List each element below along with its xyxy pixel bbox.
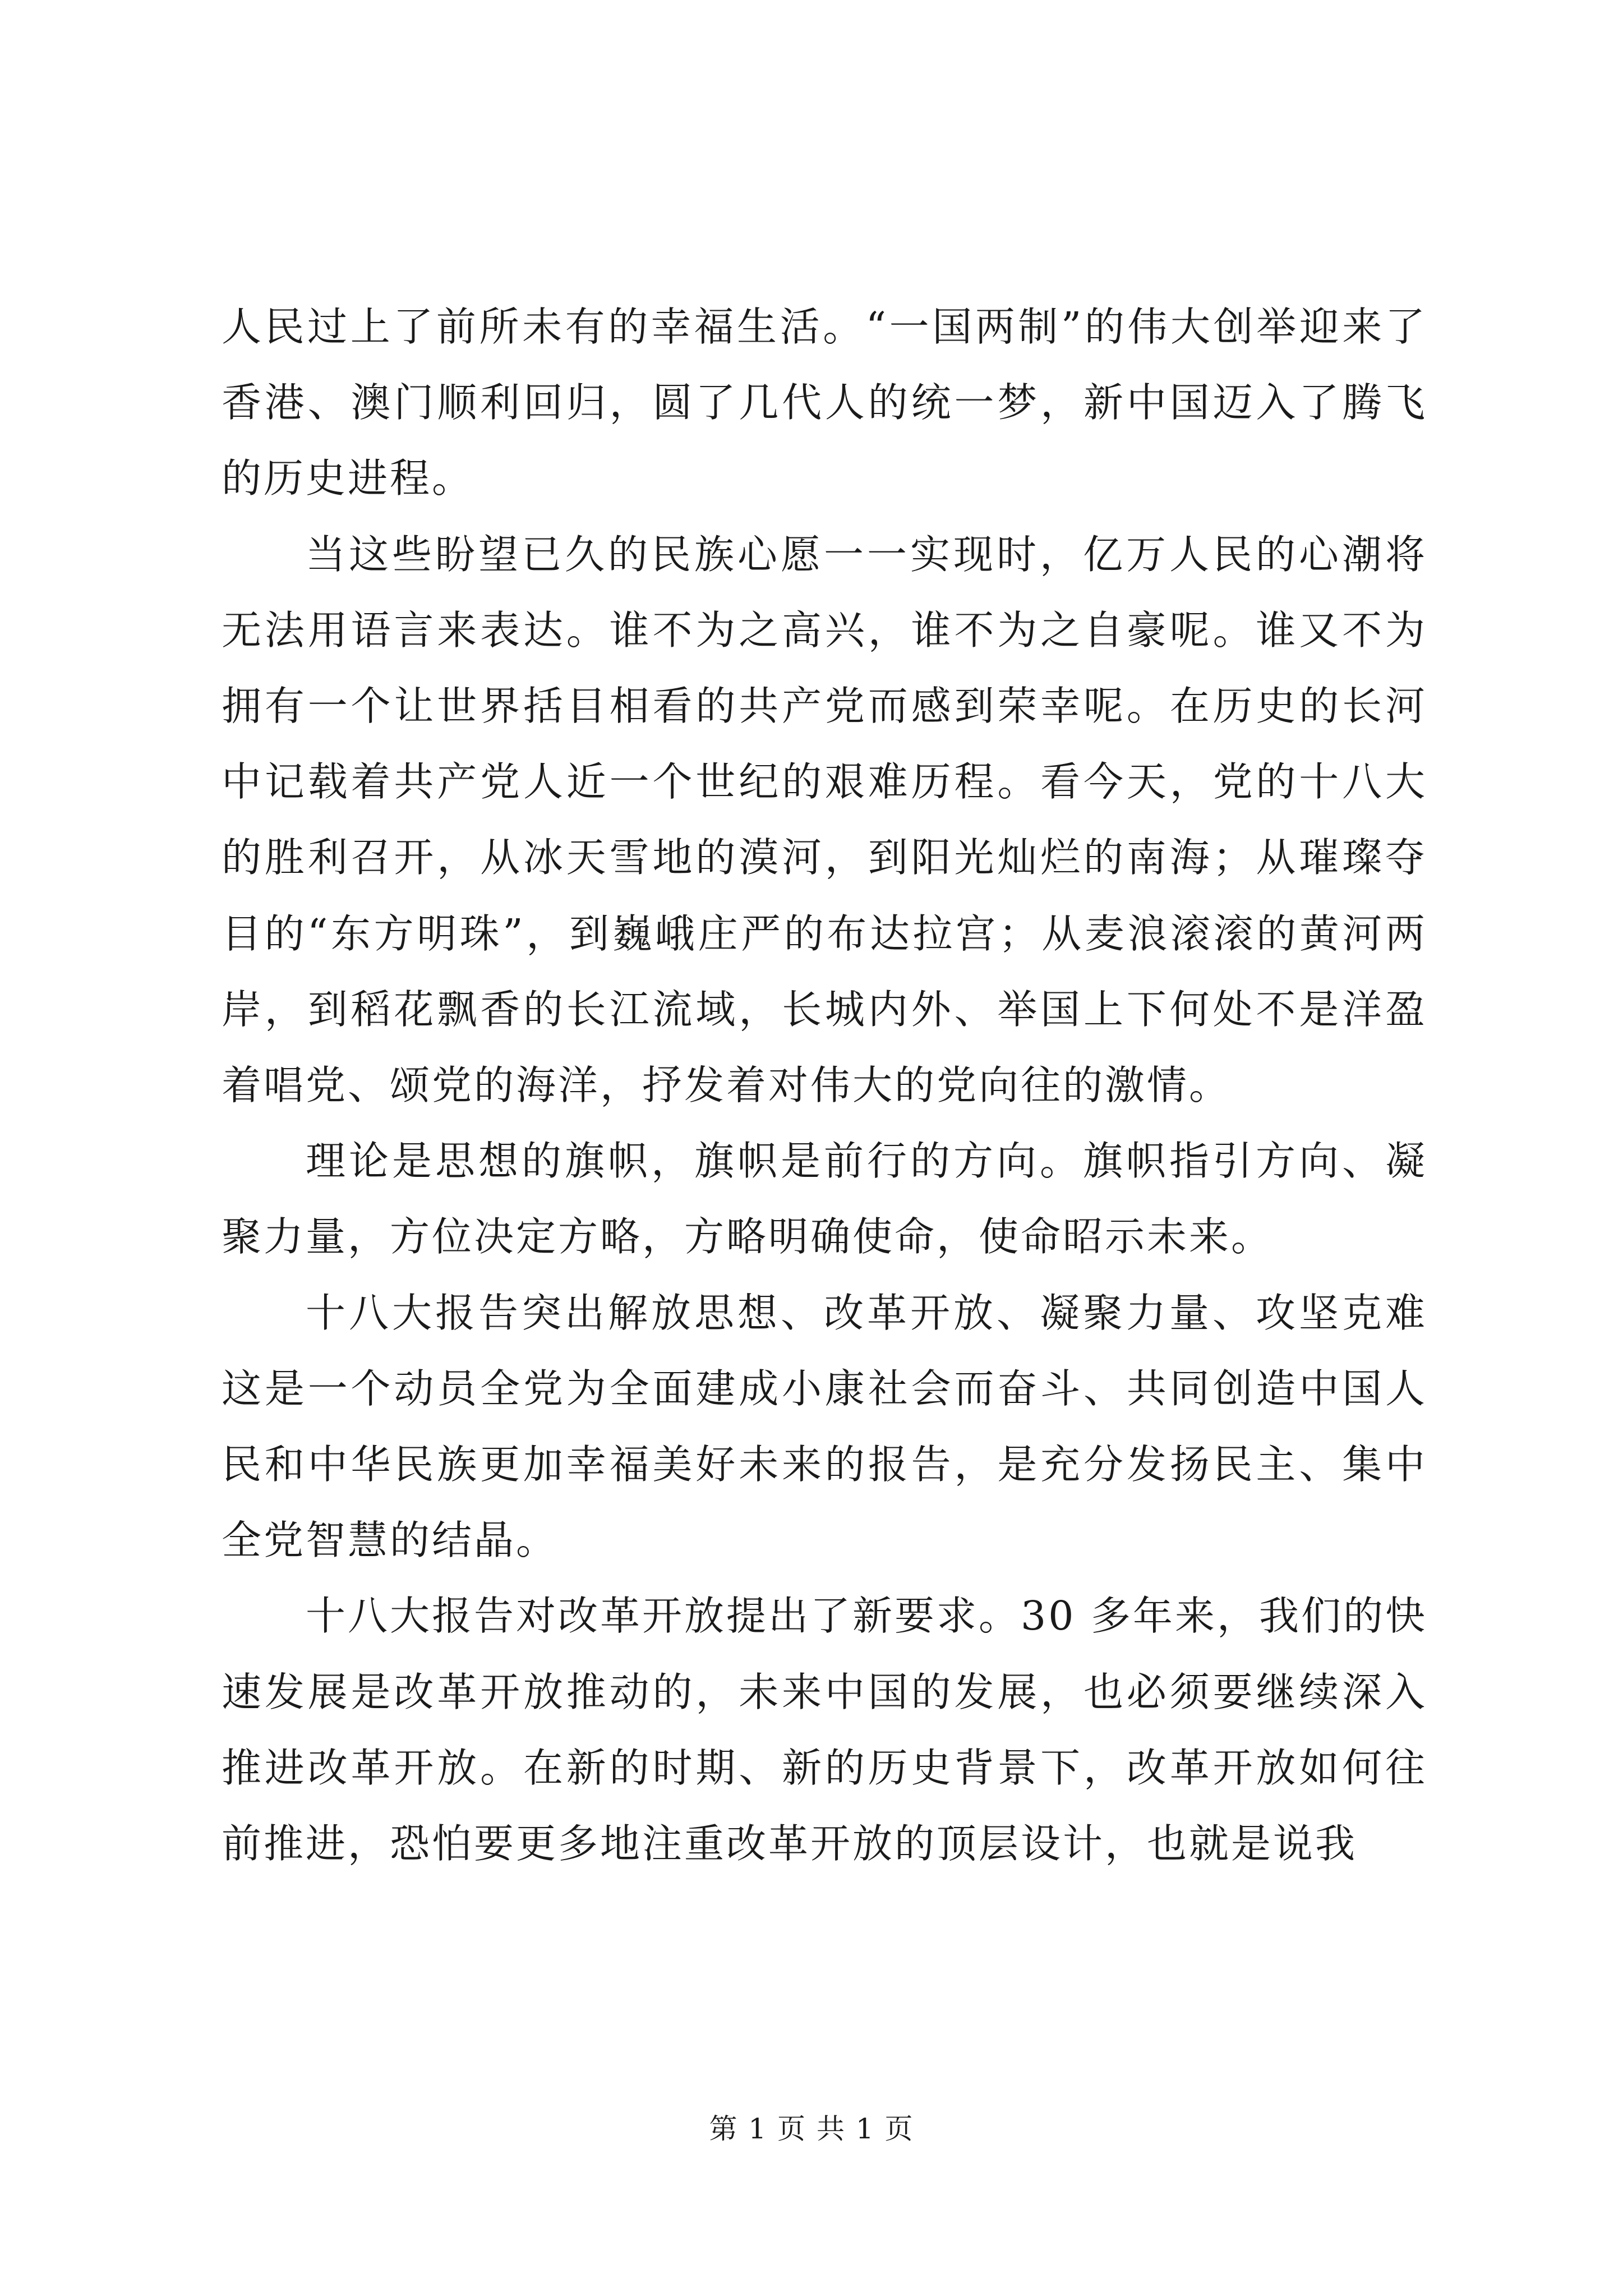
page-footer: 第 1 页 共 1 页	[709, 2113, 914, 2145]
document-body	[222, 289, 1427, 1881]
paragraph-5: 十八大报告对改革开放提出了新要求。30 多年来，我们的快速发展是改革开放推动的，未来中国的发展，也必须要继续深入推进改革开放。在新的时期、新的历史背景下，改革开放如何往前推进，恐怕要更多地注重改革开放的顶层设计，也就是说我	[222, 1593, 1427, 1867]
paragraph-3: 理论是思想的旗帜，旗帜是前行的方向。旗帜指引方向、凝聚力量，方位决定方略，方略明确使命，使命昭示未来。	[222, 1138, 1427, 1260]
paragraph-1: 人民过上了前所未有的幸福生活。“一国两制”的伟大创举迎来了香港、澳门顺利回归，圆了几代人的统一梦，新中国迈入了腾飞的历史进程。	[222, 303, 1427, 502]
paragraph-4: 十八大报告突出解放思想、改革开放、凝聚力量、攻坚克难这是一个动员全党为全面建成小康社会而奋斗、共同创造中国人民和中华民族更加幸福美好未来的报告，是充分发扬民主、集中全党智慧的结晶。	[222, 1289, 1427, 1564]
paragraph-2: 当这些盼望已久的民族心愿一一实现时，亿万人民的心潮将无法用语言来表达。谁不为之高兴，谁不为之自豪呢。谁又不为拥有一个让世界括目相看的共产党而感到荣幸呢。在历史的长河中记载着共产党人近一个世纪的艰难历程。看今天，党的十八大的胜利召开，从冰天雪地的漠河，到阳光灿烂的南海；从璀璨夺目的“东方明珠”，到巍峨庄严的布达拉宫；从麦浪滚滚的黄河两岸，到稻花飘香的长江流域，长城内外、举国上下何处不是洋盈着唱党、颂党的海洋，抒发着对伟大的党向往的激情。	[222, 531, 1427, 1109]
